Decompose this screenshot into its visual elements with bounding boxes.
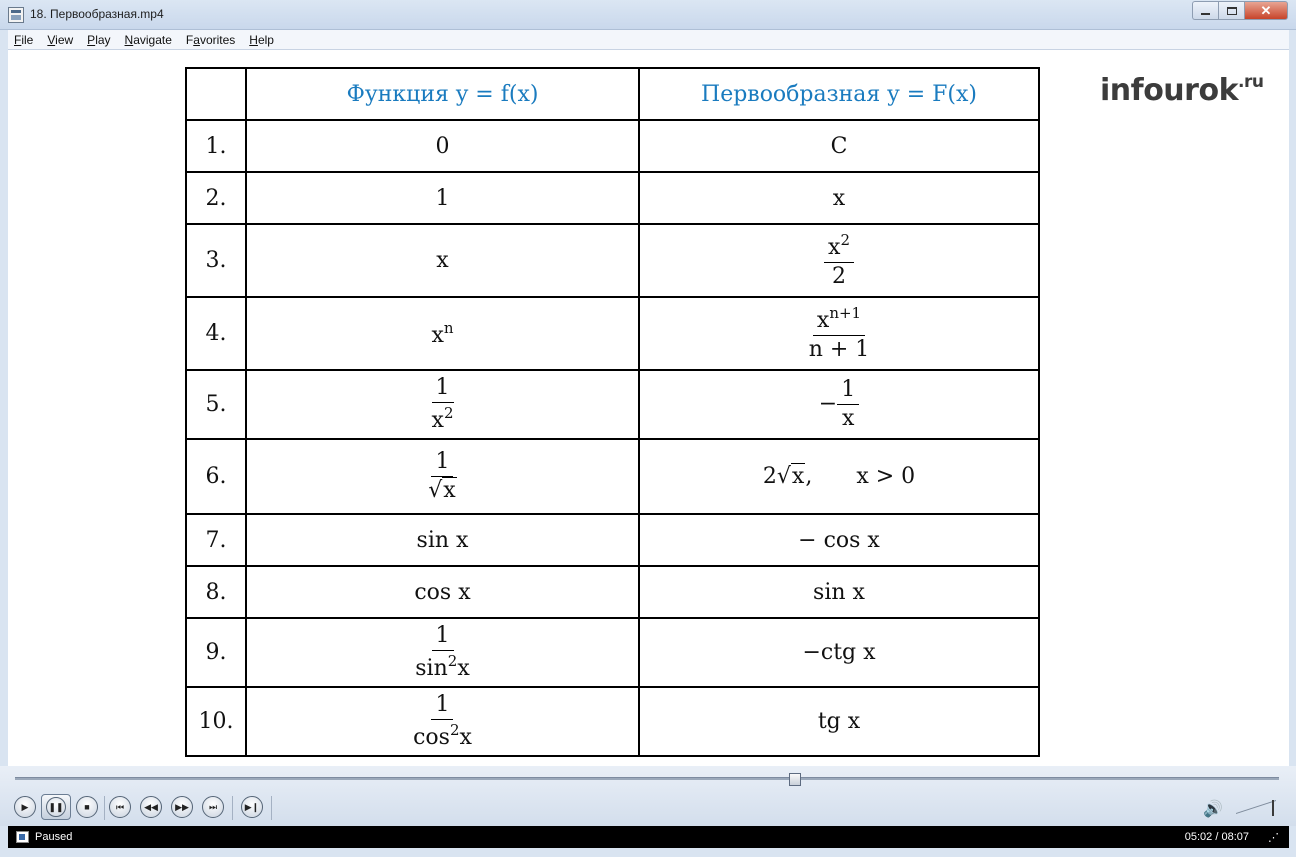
fraction: $\frac{1}{\sin^2x}$ xyxy=(415,622,470,681)
minimize-button[interactable] xyxy=(1192,1,1218,20)
fraction: $\frac{1}{√x}$ xyxy=(428,448,456,503)
table-row xyxy=(186,514,1039,566)
frame-step-button[interactable] xyxy=(241,796,263,818)
header-antiderivative: Первообразная y = F(x) xyxy=(639,68,1039,120)
fraction: $\frac{x^{n+1}}{n + 1}$ xyxy=(808,303,870,362)
row-number: 3. xyxy=(186,224,246,297)
seek-thumb[interactable] xyxy=(789,773,801,786)
function-cell: x xyxy=(246,224,639,297)
play-button[interactable] xyxy=(14,796,36,818)
row-number: 9. xyxy=(186,618,246,687)
row-number: 8. xyxy=(186,566,246,618)
antiderivative-cell: − cos x xyxy=(639,514,1039,566)
table-row xyxy=(186,297,1039,370)
separator xyxy=(232,796,233,820)
maximize-button[interactable] xyxy=(1218,1,1244,20)
fraction: $\frac{x^2}{2}$ xyxy=(824,232,854,289)
menu-view[interactable]: View xyxy=(47,32,74,47)
close-button[interactable] xyxy=(1244,1,1288,20)
antiderivative-cell: −ctg x xyxy=(639,618,1039,687)
function-cell: 1 xyxy=(246,172,639,224)
fast-forward-button[interactable] xyxy=(171,796,193,818)
menu-bar xyxy=(8,30,1289,50)
table-row xyxy=(186,172,1039,224)
function-cell: 0 xyxy=(246,120,639,172)
row-number: 10. xyxy=(186,687,246,756)
next-button[interactable] xyxy=(202,796,224,818)
table-row xyxy=(186,687,1039,756)
next-icon: ⏭ xyxy=(208,801,218,812)
resize-grip-icon[interactable]: ⋰ xyxy=(1268,832,1279,844)
play-icon: ▶ xyxy=(21,801,29,812)
condition: x > 0 xyxy=(856,464,916,489)
player-controls xyxy=(0,766,1296,826)
stop-button[interactable] xyxy=(76,796,98,818)
stop-icon: ■ xyxy=(84,802,90,812)
table-row xyxy=(186,224,1039,297)
window-controls xyxy=(1192,1,1288,20)
antiderivative-cell: − $\frac{1}{x}$ xyxy=(639,370,1039,439)
antiderivative-cell: tg x xyxy=(639,687,1039,756)
time-display: 05:02 / 08:07 xyxy=(1184,831,1249,843)
menu-help[interactable]: Help xyxy=(249,32,274,47)
pause-button[interactable] xyxy=(41,794,71,820)
function-cell xyxy=(246,439,639,514)
table-row xyxy=(186,618,1039,687)
previous-button[interactable] xyxy=(109,796,131,818)
sqrt: √x xyxy=(428,478,456,503)
menu-favorites[interactable]: Favorites xyxy=(185,32,236,47)
antiderivative-cell xyxy=(639,297,1039,370)
pause-icon: ❚❚ xyxy=(48,801,64,812)
function-cell: $x^n$ xyxy=(246,297,639,370)
function-cell xyxy=(246,687,639,756)
antiderivative-cell: C xyxy=(639,120,1039,172)
separator xyxy=(271,796,272,820)
menu-play[interactable]: Play xyxy=(87,32,111,47)
table-row xyxy=(186,566,1039,618)
seek-bar[interactable] xyxy=(15,777,1279,780)
separator xyxy=(104,796,105,820)
title-bar xyxy=(0,0,1296,30)
table-row xyxy=(186,370,1039,439)
row-number: 5. xyxy=(186,370,246,439)
sqrt: √x xyxy=(776,464,805,489)
antiderivative-cell: 2√x, x > 0 xyxy=(639,439,1039,514)
frame-step-icon: ▶❙ xyxy=(244,801,260,812)
status-bar xyxy=(8,826,1289,848)
antiderivative-cell: sin x xyxy=(639,566,1039,618)
rewind-icon: ◀◀ xyxy=(144,801,158,812)
fraction: $\frac{1}{x^2}$ xyxy=(431,374,454,433)
row-number: 4. xyxy=(186,297,246,370)
minimize-icon xyxy=(1201,13,1210,15)
row-number: 1. xyxy=(186,120,246,172)
antiderivative-cell xyxy=(639,224,1039,297)
infourok-logo: infourok$^{.ru}$ xyxy=(1100,72,1264,108)
menu-file[interactable]: File xyxy=(14,32,34,47)
row-number: 7. xyxy=(186,514,246,566)
menu-navigate[interactable]: Navigate xyxy=(124,32,172,47)
antiderivative-cell: x xyxy=(639,172,1039,224)
antiderivative-table xyxy=(185,67,1040,757)
previous-icon: ⏮ xyxy=(115,801,125,812)
table-header-row xyxy=(186,68,1039,120)
media-icon xyxy=(16,831,29,843)
close-icon: ✕ xyxy=(1260,2,1272,18)
function-cell: sin x xyxy=(246,514,639,566)
volume-icon[interactable]: 🔊 xyxy=(1203,801,1223,818)
table-row xyxy=(186,120,1039,172)
table-row xyxy=(186,439,1039,514)
row-number: 2. xyxy=(186,172,246,224)
fraction: $\frac{1}{x}$ xyxy=(837,378,859,431)
volume-knob[interactable] xyxy=(1272,800,1274,816)
fraction: $\frac{1}{\cos^2x}$ xyxy=(413,691,472,750)
status-text: Paused xyxy=(35,831,73,843)
rewind-button[interactable] xyxy=(140,796,162,818)
window-title: 18. Первообразная.mp4 xyxy=(30,7,164,21)
maximize-icon xyxy=(1227,7,1237,15)
video-area[interactable] xyxy=(8,50,1289,766)
function-cell xyxy=(246,370,639,439)
function-cell xyxy=(246,618,639,687)
row-number: 6. xyxy=(186,439,246,514)
app-icon xyxy=(8,7,24,23)
function-cell: cos x xyxy=(246,566,639,618)
header-number-cell xyxy=(186,68,246,120)
header-function: Функция y = f(x) xyxy=(246,68,639,120)
fast-forward-icon: ▶▶ xyxy=(175,801,189,812)
volume-slider[interactable] xyxy=(1236,800,1280,816)
